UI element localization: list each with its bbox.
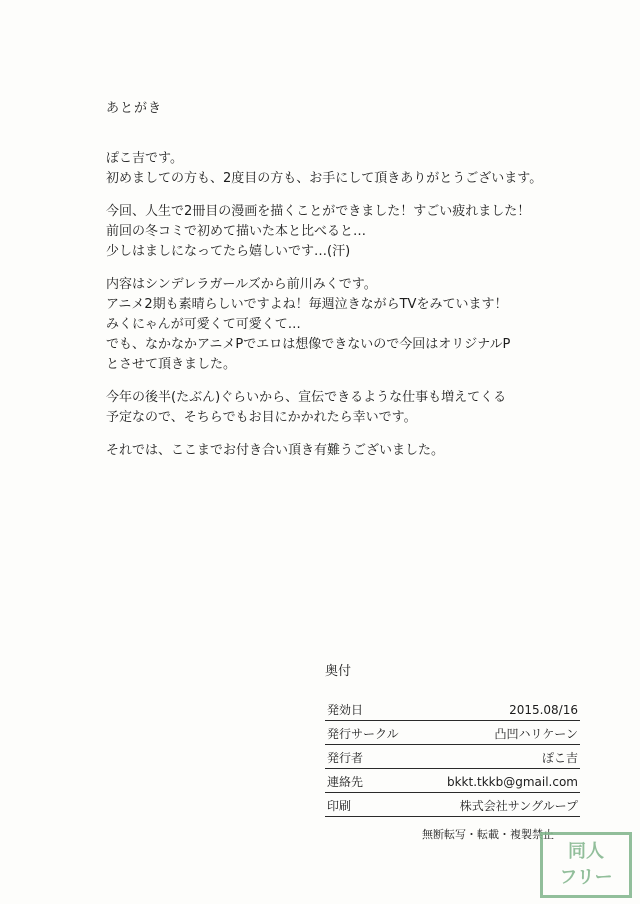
row-label: 発行者 [327,751,364,765]
copyright-notice: 無断転写・転載・複製禁止 [422,828,554,841]
text-line: 内容はシンデレラガールズから前川みくです。 [106,277,377,292]
row-value: bkkt.tkkb@gmail.com [446,774,578,789]
text-line: アニメ2期も素晴らしいですよね！毎週泣きながらTVをみています！ [106,297,508,312]
text-line: でも、なかなかアニメPでエロは想像できないので今回はオリジナルP [106,337,511,352]
colophon-row-printer [325,795,580,817]
watermark-stamp [540,832,632,898]
colophon [325,660,580,819]
text-line: ぽこ吉です。 [106,151,183,166]
text-line: 今回、人生で2冊目の漫画を描くことができました！すごい疲れました！ [106,204,531,219]
row-label: 印刷 [327,799,352,813]
colophon-row-date [325,699,580,721]
text-line: とさせて頂きました。 [106,357,237,372]
text-line: 初めましての方も、2度目の方も、お手にして頂きありがとうございます。 [106,171,543,186]
paragraph-2 [106,202,586,262]
text-line: 少しはましになってたら嬉しいです…(汗) [106,244,351,259]
colophon-title: 奥付 [325,664,352,679]
colophon-row-publisher [325,747,580,769]
row-value: 株式会社サングループ [459,799,578,813]
text-line: それでは、ここまでお付き合い頂き有難うございました。 [106,443,445,458]
paragraph-1 [106,149,586,189]
text-line: 今年の後半(たぶん)ぐらいから、宣伝できるような仕事も増えてくる [106,390,507,405]
text-line: みくにゃんが可愛くて可愛くて… [106,317,301,332]
row-label: 発行サークル [327,727,399,741]
afterword-title: あとがき [106,101,163,116]
row-value: 凸凹ハリケーン [494,727,578,741]
afterword-body [106,149,586,474]
watermark-line: 同人 [568,841,604,862]
text-line: 予定なので、そちらでもお目にかかれたら幸いです。 [106,410,417,425]
paragraph-4 [106,388,586,428]
row-value: 2015.08/16 [509,702,578,717]
colophon-row-circle [325,723,580,745]
paragraph-5 [106,441,586,461]
watermark-line: フリー [559,867,613,888]
colophon-row-contact [325,771,580,793]
paragraph-3 [106,275,586,375]
text-line: 前回の冬コミで初めて描いた本と比べると… [106,224,367,239]
row-value: ぽこ吉 [541,751,578,765]
row-label: 連絡先 [327,775,364,789]
row-label: 発効日 [327,703,364,717]
